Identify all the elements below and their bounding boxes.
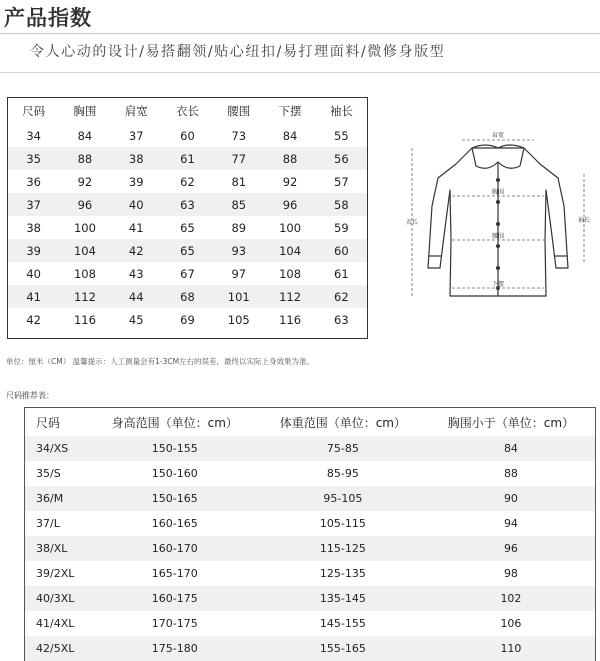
size-table-cell: 105: [227, 312, 250, 327]
recommend-table-cell: 38/XL: [25, 536, 91, 561]
size-table-row: [8, 124, 367, 147]
size-table-row: [8, 308, 367, 331]
size-table-cell: 88: [264, 147, 315, 170]
size-table-cell: 104: [59, 239, 110, 262]
size-table-row: [8, 147, 367, 170]
recommend-table-row: [25, 636, 595, 661]
recommend-table-row: [25, 536, 595, 561]
size-table-column-header: 衣长: [175, 104, 199, 118]
size-table-cell: 93: [213, 239, 264, 262]
recommend-table-column-header: 身高范围（单位：cm）: [111, 415, 238, 430]
size-table-cell: 73: [231, 128, 247, 143]
size-table-row: [8, 216, 367, 239]
size-table-cell: 57: [334, 174, 349, 189]
size-table-cell: 63: [334, 312, 349, 327]
subtitle-divider: [0, 72, 600, 73]
recommend-table-row: [25, 436, 595, 461]
size-table-cell: 60: [180, 128, 195, 143]
size-table-column-header: 胸围: [73, 104, 97, 118]
recommend-table-column-header: 体重范围（单位：cm）: [279, 415, 406, 430]
size-table-cell: 68: [162, 285, 213, 308]
size-table-cell: 37: [128, 128, 144, 143]
size-table-cell: 108: [73, 266, 96, 281]
size-table-cell: 44: [111, 285, 162, 308]
recommend-table-cell: 94: [503, 517, 518, 530]
recommend-table-cell: 37/L: [36, 517, 60, 530]
size-table-cell: 37: [8, 193, 59, 216]
size-table-cell: 101: [213, 285, 264, 308]
size-table-cell: 63: [162, 193, 213, 216]
size-table-cell: 42: [111, 239, 162, 262]
recommend-table-body: [25, 436, 595, 661]
recommend-table-row: [25, 461, 595, 486]
recommend-table-cell: 160-165: [151, 517, 198, 530]
recommend-table: [25, 408, 595, 661]
label-waist: 腰围: [491, 233, 505, 240]
size-table-cell: 65: [180, 220, 195, 235]
recommend-table-cell: 150-160: [151, 467, 198, 480]
label-length: 衣长: [405, 219, 419, 226]
recommend-table-cell: 88: [503, 467, 518, 480]
size-table-cell: 89: [231, 220, 247, 235]
size-table-cell: 112: [59, 285, 110, 308]
size-table-cell: 62: [180, 174, 195, 189]
size-table-cell: 38: [111, 147, 162, 170]
size-table-cell: 92: [282, 174, 298, 189]
recommend-table-cell: 40/3XL: [25, 586, 91, 611]
recommend-table-cell: 160-175: [91, 586, 259, 611]
size-table-cell: 65: [162, 239, 213, 262]
recommend-label: 尺码推荐表：: [6, 391, 54, 400]
size-table-cell: 62: [316, 285, 367, 308]
size-table-row: [8, 239, 367, 262]
size-table-cell: 39: [128, 174, 144, 189]
size-table-cell: 104: [264, 239, 315, 262]
size-table-column-header: 尺码: [22, 104, 46, 118]
recommend-table-row: [25, 611, 595, 636]
recommend-table-row: [25, 511, 595, 536]
recommend-table-column-header: 尺码: [36, 415, 61, 430]
shirt-measurement-diagram: [398, 128, 598, 318]
size-table-row: [8, 193, 367, 216]
recommend-table-row: [25, 486, 595, 511]
recommend-table-cell: 42/5XL: [25, 636, 91, 661]
size-table-column-header: 腰围: [227, 104, 251, 118]
size-table-cell: 116: [73, 312, 96, 327]
recommend-table-cell: 125-135: [319, 567, 366, 580]
recommend-table-cell: 115-125: [259, 536, 427, 561]
label-chest: 胸围: [491, 189, 505, 196]
size-table-cell: 96: [59, 193, 110, 216]
size-table-cell: 100: [279, 220, 302, 235]
recommend-table-cell: 90: [427, 486, 595, 511]
recommend-table-cell: 98: [503, 567, 518, 580]
recommend-table-cell: 41/4XL: [36, 617, 75, 630]
recommend-table-cell: 85-95: [326, 467, 359, 480]
title-divider: [0, 33, 600, 34]
size-table-column-header: 袖长: [329, 104, 353, 118]
size-table-cell: 34: [26, 128, 41, 143]
size-table-cell: 56: [316, 147, 367, 170]
recommend-table-cell: 84: [427, 436, 595, 461]
size-table-cell: 40: [26, 266, 41, 281]
recommend-table-row: [25, 561, 595, 586]
size-table-body: [8, 124, 367, 331]
recommend-table-cell: 106: [500, 617, 522, 630]
size-table-cell: 58: [316, 193, 367, 216]
size-table-cell: 85: [213, 193, 264, 216]
size-table-cell: 84: [77, 128, 93, 143]
size-table-cell: 43: [128, 266, 144, 281]
size-table-cell: 88: [59, 147, 110, 170]
recommend-table-cell: 170-175: [151, 617, 198, 630]
recommend-table-cell: 102: [427, 586, 595, 611]
page-title: 产品指数: [4, 6, 92, 30]
label-hem: 下摆: [491, 281, 505, 288]
label-shoulder: 肩宽: [491, 132, 505, 139]
recommend-table-cell: 96: [427, 536, 595, 561]
recommend-table-cell: 75-85: [259, 436, 427, 461]
size-table-cell: 100: [73, 220, 96, 235]
size-table-cell: 59: [334, 220, 349, 235]
size-table-cell: 69: [180, 312, 195, 327]
size-table-cell: 108: [279, 266, 302, 281]
size-table-cell: 55: [334, 128, 349, 143]
recommend-table-cell: 34/XS: [25, 436, 91, 461]
recommend-table-row: [25, 586, 595, 611]
size-table-cell: 35: [8, 147, 59, 170]
size-table-row: [8, 170, 367, 193]
size-table-cell: 84: [282, 128, 298, 143]
recommend-table-header: [25, 408, 595, 436]
recommend-table-cell: 150-165: [91, 486, 259, 511]
unit-note: 单位：厘米（CM） 温馨提示：人工测量会有1-3CM左右的误差，最终以实际上身效果为准。: [6, 357, 315, 366]
recommend-table-column-header: 胸围小于（单位：cm）: [447, 415, 575, 430]
recommend-table-cell: 160-170: [91, 536, 259, 561]
size-table-column-header: 下摆: [278, 104, 302, 118]
size-table-row: [8, 262, 367, 285]
size-table: [8, 98, 367, 331]
size-table-cell: 77: [213, 147, 264, 170]
recommend-table-cell: 145-155: [319, 617, 366, 630]
recommend-table-cell: 105-115: [319, 517, 366, 530]
recommend-table-cell: 155-165: [259, 636, 427, 661]
recommend-chart: [24, 407, 596, 661]
recommend-table-cell: 36/M: [25, 486, 91, 511]
size-table-cell: 61: [334, 266, 349, 281]
size-table-cell: 45: [128, 312, 144, 327]
size-table-cell: 61: [162, 147, 213, 170]
recommend-table-cell: 110: [427, 636, 595, 661]
size-table-cell: 96: [264, 193, 315, 216]
size-table-cell: 67: [180, 266, 195, 281]
size-table-cell: 60: [316, 239, 367, 262]
size-table-cell: 41: [8, 285, 59, 308]
recommend-table-cell: 39/2XL: [36, 567, 75, 580]
size-table-cell: 116: [279, 312, 302, 327]
recommend-table-cell: 175-180: [91, 636, 259, 661]
size-table-cell: 41: [128, 220, 144, 235]
size-table-cell: 81: [231, 174, 247, 189]
size-table-cell: 42: [26, 312, 41, 327]
recommend-table-cell: 165-170: [151, 567, 198, 580]
size-table-header: [8, 98, 367, 124]
size-table-cell: 112: [264, 285, 315, 308]
size-table-cell: 39: [8, 239, 59, 262]
size-table-cell: 92: [77, 174, 93, 189]
feature-subtitle: 令人心动的设计/易搭翻领/贴心纽扣/易打理面料/微修身版型: [30, 44, 446, 60]
size-table-cell: 40: [111, 193, 162, 216]
size-table-cell: 38: [26, 220, 41, 235]
recommend-table-cell: 135-145: [259, 586, 427, 611]
size-table-cell: 36: [26, 174, 41, 189]
label-sleeve: 袖长: [577, 217, 591, 224]
recommend-table-cell: 35/S: [36, 467, 61, 480]
size-table-cell: 97: [231, 266, 247, 281]
recommend-table-cell: 150-155: [91, 436, 259, 461]
size-chart: [7, 97, 368, 339]
size-table-column-header: 肩宽: [124, 104, 148, 118]
size-table-row: [8, 285, 367, 308]
recommend-table-cell: 95-105: [259, 486, 427, 511]
